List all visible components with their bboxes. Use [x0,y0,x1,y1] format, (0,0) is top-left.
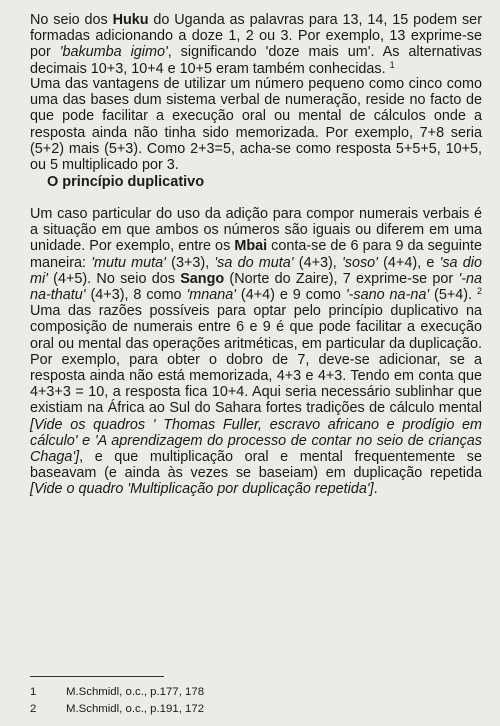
text-run: (Norte do Zaire), 7 exprime-se por [224,270,459,287]
text-run: (5+4). [429,287,473,304]
paragraph-base-five [30,76,482,173]
text-run: (4+4) e 9 como [236,287,346,304]
italic-term: 'sa dio mi' [30,254,482,287]
footnote-2 [30,703,490,716]
text-run: , e que multiplicação oral e mental frequentemente se baseavam (e ainda às vezes se baseiam) em duplicação repetida [30,449,482,482]
italic-term: 'mnana' [186,287,236,304]
text-run: No seio dos [30,12,113,28]
cross-reference: [Vide os quadros ' Thomas Fuller, escravo africano e prodígio em cálculo' e 'A aprendizagem do processo de contar no seio de crianças Chaga'] [30,416,482,466]
section-heading: O princípio duplicativo [47,174,205,190]
italic-term: '-na na-thatu' [30,270,483,304]
cross-reference: [Vide o quadro 'Multiplicação por duplicação repetida'] [30,481,374,498]
paragraph-huku [30,12,482,77]
text-run: . [373,481,378,498]
text-run: Um caso particular do uso da adição para compor numerais verbais é a situação em que ambos os números são iguais ou diferem em uma unidade. Por exemplo, entre os [30,206,482,255]
paragraph-text: Uma das vantagens de utilizar um número pequeno como cinco como uma das bases dum sistema verbal de numeração, reside no facto de que pode facilitar a execução oral ou mental de cálculos onde a resposta ainda não tinha sido memorizada. Por exemplo, 7+8 seria (5+2) mais (5+3). Como 2+3=5, acha-se como resposta 5+5+5, 10+5, ou 5 multiplicado por 3. [30,76,482,174]
text-run: (4+5). No seio dos [47,270,181,287]
italic-term: '-sano na-na' [345,287,430,304]
italic-term: 'soso' [342,254,378,271]
bold-term-huku: Huku [112,12,149,28]
text-run: , significando 'doze mais um'. As alternativas decimais 10+3, 10+4 e 10+5 eram também conhecidas. [30,44,482,77]
text-run: (3+3), [165,254,215,271]
text-run: conta-se de 6 para 9 da seguinte maneira: [30,238,482,271]
paragraph-duplicative [30,206,482,498]
bold-term-mbai: Mbai [234,238,268,255]
footnote-ref-1: 1 [389,59,395,70]
footnote-1 [30,686,490,699]
bold-term-sango: Sango [180,270,225,287]
footnote-number: 1 [30,686,37,698]
italic-term: 'bakumba igimo' [59,44,168,61]
italic-term: 'mutu muta' [91,254,166,271]
footnote-text: M.Schmidl, o.c., p.177, 178 [66,686,205,698]
footnote-divider [30,676,164,677]
footnote-ref-2: 2 [476,286,482,297]
text-run: (4+3), [293,254,342,271]
footnote-number: 2 [30,703,37,715]
footnote-text: M.Schmidl, o.c., p.191, 172 [66,703,205,715]
text-run: (4+4), e [377,254,440,271]
italic-term: 'sa do muta' [214,254,294,271]
text-run: do Uganda as palavras para 13, 14, 15 podem ser formadas adicionando a doze 1, 2 ou 3. Por exemplo, 13 exprime-se por [30,12,482,61]
text-run: Uma das razões possíveis para optar pelo princípio duplicativo na composição de numerais entre 6 e 9 é que pode facilitar a execução oral ou mental das operações aritméticas, em particular da duplicação. Por exemplo, para obter o dobro de 7, deve-se adicionar, se a resposta ainda não está memorizada, 4+3 e 4+3. Tendo em conta que 4+3+3 = 10, a resposta fica 10+4. Aqui seria necessário sublinhar que existiam na África ao Sul do Sahara fortes tradições de cálculo mental [30,303,482,417]
text-run: (4+3), 8 como [85,287,187,304]
